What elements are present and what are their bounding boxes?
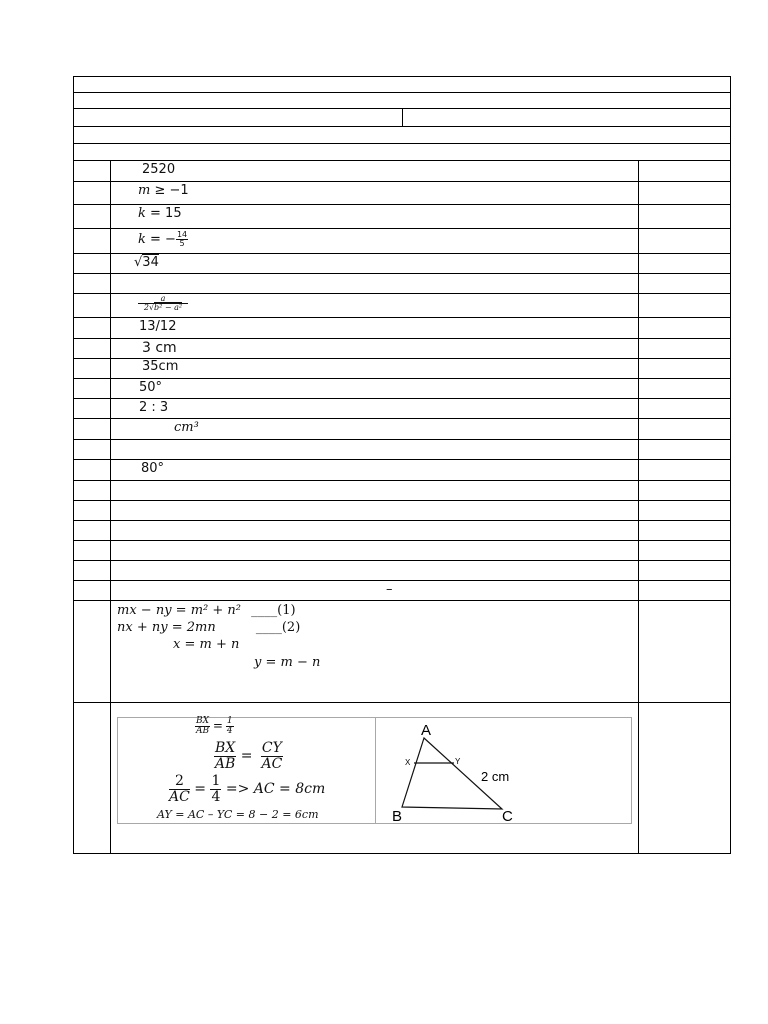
side-length-label: 2 cm [481, 769, 510, 784]
equation-1-tag: ____(1) [251, 603, 296, 618]
answer-11: 50° [139, 380, 163, 395]
equation-2-tag: ____(2) [255, 620, 301, 635]
sqrt-symbol: √ [134, 255, 143, 270]
answer-2-rest: ≥ −1 [154, 183, 189, 198]
answer-7 [138, 293, 188, 315]
row-line [73, 500, 731, 501]
row-line [73, 204, 731, 205]
row-line [73, 92, 731, 93]
row-line [73, 317, 731, 318]
answer-12: 2 : 3 [139, 400, 169, 415]
row-line [73, 418, 731, 419]
row-line [73, 76, 731, 77]
row-line [73, 480, 731, 481]
row-line [73, 143, 731, 144]
row-line [73, 439, 731, 440]
row-line [73, 600, 731, 601]
answer-13: cm³ [174, 420, 199, 435]
table-border-left [73, 76, 74, 854]
work-line-4: AY = AC – YC = 8 − 2 = 6cm [157, 808, 319, 821]
row-line [73, 459, 731, 460]
col-divider-mark [638, 160, 639, 854]
equation-3: x = m + n [173, 637, 240, 652]
row-line [73, 560, 731, 561]
answer-3-variable: k [138, 206, 146, 221]
header-split [402, 108, 403, 126]
row-line [73, 253, 731, 254]
answer-2 [138, 183, 189, 199]
answer-5 [134, 255, 159, 271]
point-x-label: X [405, 758, 411, 767]
row-line [73, 378, 731, 379]
answer-1: 2520 [142, 162, 176, 177]
answer-3-rest: = 15 [150, 206, 182, 221]
answer-7-fraction: $\frac{a}{\text{2√b² − a²}}$ [138, 295, 188, 313]
answer-4 [138, 229, 188, 251]
equation-4: y = m − n [254, 655, 321, 670]
answer-2-variable: m [138, 183, 151, 198]
equation-2: nx + ny = 2mn ____(2) [117, 620, 301, 635]
row-line [73, 853, 731, 854]
vertex-a-label: A [421, 722, 432, 739]
row-line [73, 398, 731, 399]
row-line [73, 702, 731, 703]
answer-4-sign: = − [150, 232, 176, 247]
answer-4-variable: k [138, 232, 146, 247]
triangle-diagram [376, 718, 630, 822]
work-line-3: $\frac{2}{AC}$ = $\frac{1}{4}$ => AC = 8cm [169, 773, 326, 805]
row-line [73, 108, 731, 109]
vertex-c-label: C [502, 808, 513, 822]
row-line [73, 160, 731, 161]
row-line [73, 520, 731, 521]
col-divider-number [110, 160, 111, 854]
work-line-1: $\frac{BX}{AB}$ = $\frac{1}{4}$ [195, 716, 233, 737]
vertex-b-label: B [392, 808, 403, 822]
answer-10: 35cm [142, 359, 179, 374]
row-line [73, 540, 731, 541]
table-border-right [730, 76, 731, 854]
work-line-2: $\frac{BX}{AB}$ = $\frac{CY}{AC}$ [214, 740, 283, 772]
point-y-label: Y [455, 757, 461, 766]
answer-4-fraction: $\frac{14}{5}$ [176, 229, 188, 248]
row-line [73, 273, 731, 274]
answer-3 [138, 206, 182, 222]
equation-1: mx − ny = m² + n² ____(1) [117, 603, 296, 618]
answer-15: 80° [141, 461, 165, 476]
row-line [73, 338, 731, 339]
row-line [73, 580, 731, 581]
answer-5-radicand: 34 [142, 255, 159, 270]
row-line [73, 181, 731, 182]
dash-mark: – [386, 582, 393, 597]
answer-9: 3 cm [142, 340, 177, 356]
row-line [73, 126, 731, 127]
answer-8: 13/12 [139, 319, 177, 334]
